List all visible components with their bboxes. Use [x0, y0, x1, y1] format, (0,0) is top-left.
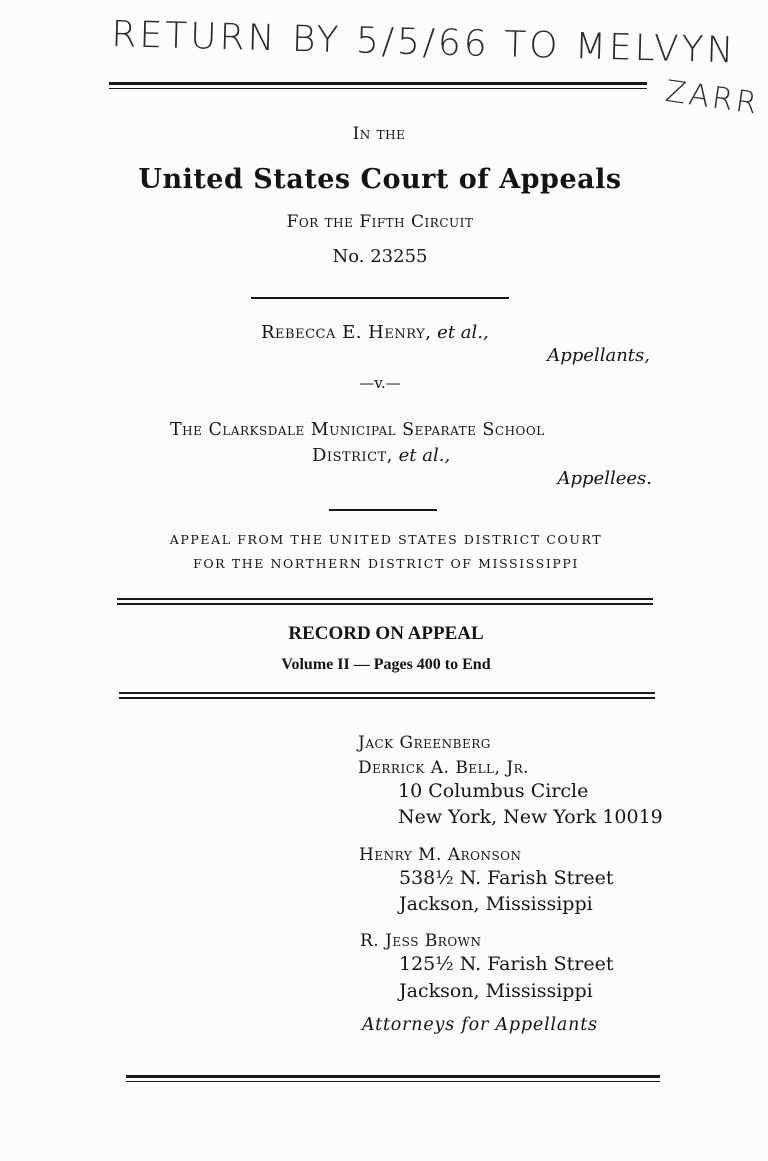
appellant-role: Appellants, — [547, 345, 650, 366]
address-aronson-street: 538½ N. Farish Street — [399, 867, 614, 889]
address-columbus: 10 Columbus Circle — [398, 780, 589, 802]
appellee-line1: The Clarksdale Municipal Separate School — [170, 420, 545, 440]
bottom-rule — [126, 1075, 660, 1082]
divider-rule-2 — [329, 509, 437, 511]
appeal-from-line1: APPEAL FROM THE UNITED STATES DISTRICT COURT — [169, 532, 603, 547]
appellant-etal: et al., — [437, 322, 489, 343]
appellant-name: Rebecca E. Henry, — [261, 322, 432, 343]
versus: —v.— — [359, 374, 401, 392]
appeal-from-line2: FOR THE NORTHERN DISTRICT OF MISSISSIPPI — [193, 556, 579, 571]
appellee-line2 — [312, 445, 450, 466]
address-aronson-city: Jackson, Mississippi — [399, 893, 593, 915]
appellee-name-end: District, — [312, 445, 393, 466]
attorney-name-aronson: Henry M. Aronson — [359, 845, 522, 865]
attorney-name-greenberg: Jack Greenberg — [358, 733, 491, 753]
top-rule — [109, 82, 647, 89]
in-the-label: In the — [352, 124, 406, 144]
double-rule-2 — [119, 692, 655, 699]
attorneys-role: Attorneys for Appellants — [362, 1015, 598, 1035]
case-number: No. 23255 — [332, 246, 428, 267]
attorney-name-bell: Derrick A. Bell, Jr. — [358, 758, 530, 778]
handwritten-note-line1: RETURN BY 5/5/66 TO MELVYN — [110, 14, 737, 72]
double-rule-1 — [117, 598, 653, 605]
circuit-label: For the Fifth Circuit — [286, 212, 474, 232]
divider-rule-1 — [251, 297, 509, 299]
court-name: United States Court of Appeals — [138, 164, 622, 195]
record-title: RECORD ON APPEAL — [288, 623, 484, 644]
handwritten-note-line2: ZARR — [663, 74, 762, 122]
address-brown-street: 125½ N. Farish Street — [399, 953, 614, 975]
appellant-line — [261, 322, 489, 343]
address-new-york: New York, New York 10019 — [398, 806, 663, 828]
record-volume: Volume II — Pages 400 to End — [281, 656, 491, 673]
attorney-name-brown: R. Jess Brown — [360, 931, 482, 951]
address-brown-city: Jackson, Mississippi — [399, 980, 593, 1002]
appellee-role: Appellees. — [557, 468, 652, 489]
appellee-etal: et al., — [398, 445, 451, 466]
